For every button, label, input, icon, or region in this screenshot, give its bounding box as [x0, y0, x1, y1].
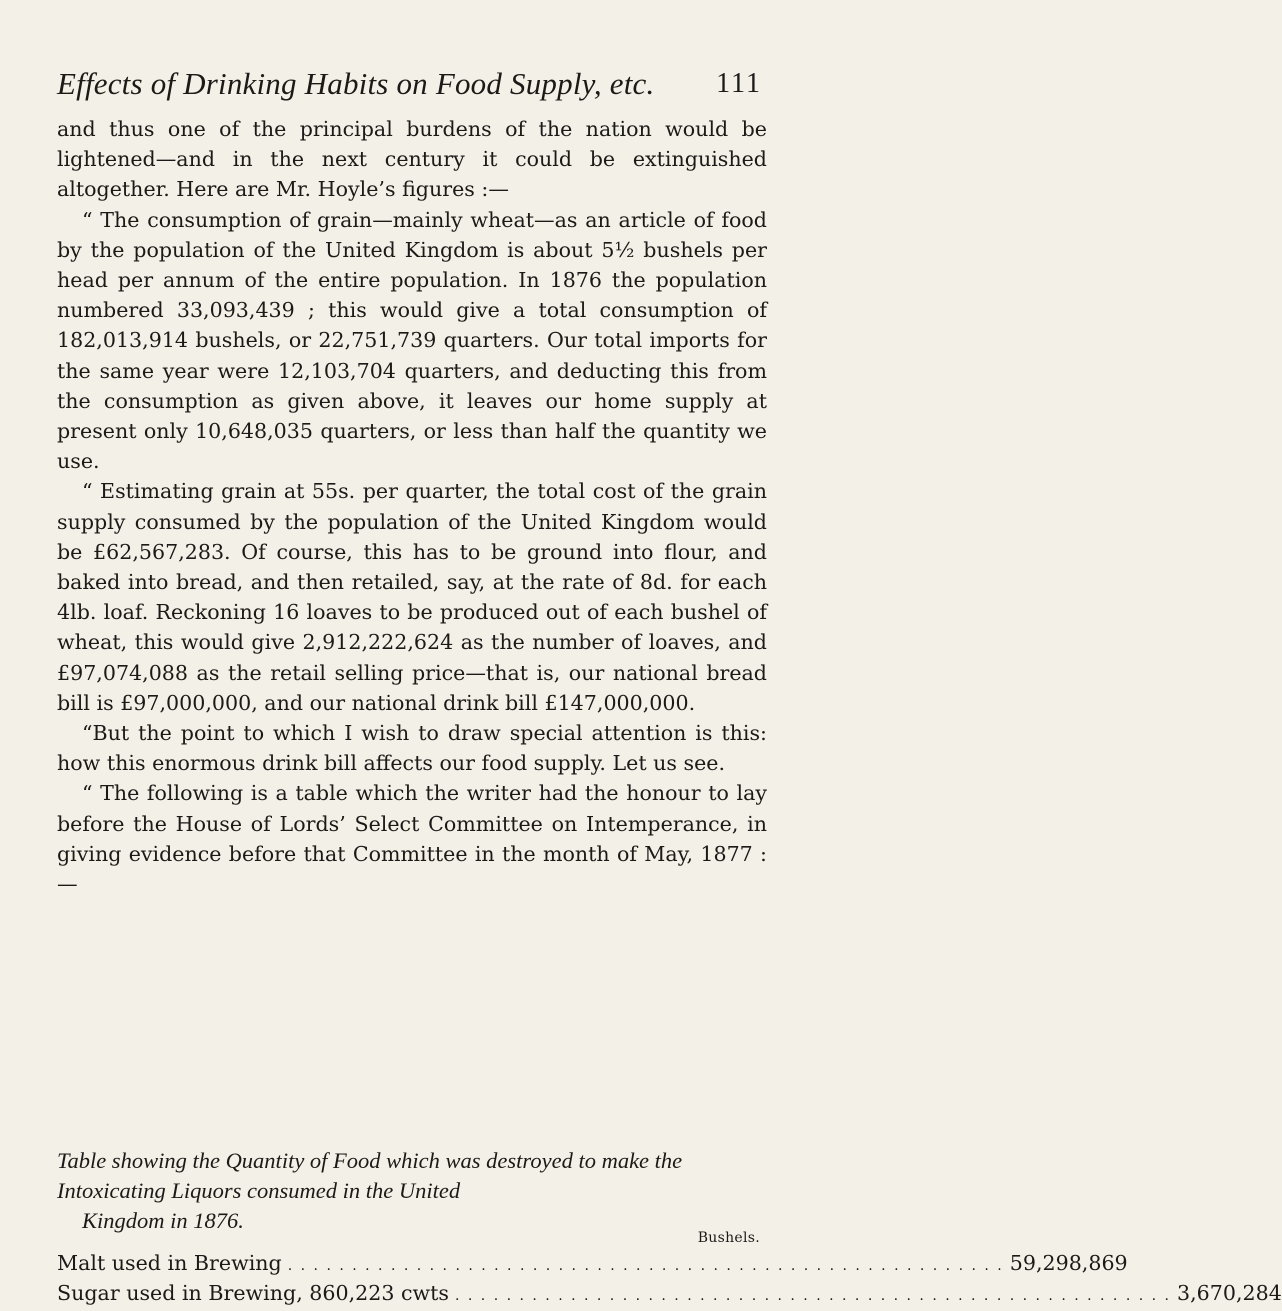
dot-leader: . . . . . . . . . . . . . . . . . . . . . . . . . . . . . . . . . . . . . . . . . . . . . . . . . . . . . . . . — [287, 1258, 1004, 1274]
body-text — [57, 114, 767, 899]
paragraph: “ The consumption of grain—mainly wheat—as an article of food by the population of the United Kingdom is about 5½ bushels per head per annum of the entire population. In 1876 the population numbered 33,093,439 ; this would give a total consumption of 182,013,914 bushels, or 22,751,739 quarters. Our total imports for the same year were 12,103,704 quarters, and deducting this from the consumption as given above, it leaves our home supply at present only 10,648,035 quarters, or less than half the quantity we use. — [57, 207, 767, 474]
running-title: Effects of Drinking Habits on Food Supply, etc. — [57, 66, 655, 101]
food-table — [57, 1251, 1282, 1311]
page-header — [57, 66, 762, 106]
row-label: Malt used in Brewing — [57, 1251, 282, 1275]
table-caption — [57, 1146, 767, 1236]
paragraph: “But the point to which I wish to draw special attention is this: how this enormous drink bill affects our food supply. Let us see. — [57, 721, 767, 776]
paragraph: and thus one of the principal burdens of the nation would be lightened—and in the next century it could be extinguished altogether. Here are Mr. Hoyle’s figures :— — [57, 117, 767, 202]
page-number: 111 — [716, 68, 762, 99]
table-row — [57, 1281, 1282, 1311]
table-caption-line: Kingdom in 1876. — [82, 1208, 244, 1233]
row-value: 3,670,284 — [1176, 1281, 1282, 1305]
paragraph: “ The following is a table which the writer had the honour to lay before the House of Lords’ Select Committee on Intemperance, in giving evidence before that Committee in the month of May, 1877 :— — [57, 781, 767, 897]
paragraph: “ Estimating grain at 55s. per quarter, the total cost of the grain supply consumed by the population of the United Kingdom would be £62,567,283. Of course, this has to be ground into flour, and baked into bread, and then retailed, say, at the rate of 8d. for each 4lb. loaf. Reckoning 16 loaves to be produced out of each bushel of wheat, this would give 2,912,222,624 as the number of loaves, and £97,074,088 as the retail selling price—that is, our national bread bill is £97,000,000, and our national drink bill £147,000,000. — [57, 479, 767, 715]
units-column-header: Bushels. — [697, 1230, 760, 1246]
dot-leader: . . . . . . . . . . . . . . . . . . . . . . . . . . . . . . . . . . . . . . . . . . . . . . . . . . . . . . . . — [455, 1288, 1171, 1304]
table-row — [57, 1251, 1128, 1281]
table-caption-line: Table showing the Quantity of Food which was destroyed to make the Intoxicating Liquors consumed in the United — [57, 1148, 683, 1203]
row-label: Sugar used in Brewing, 860,223 cwts — [57, 1281, 449, 1305]
row-value: 59,298,869 — [1009, 1251, 1128, 1275]
